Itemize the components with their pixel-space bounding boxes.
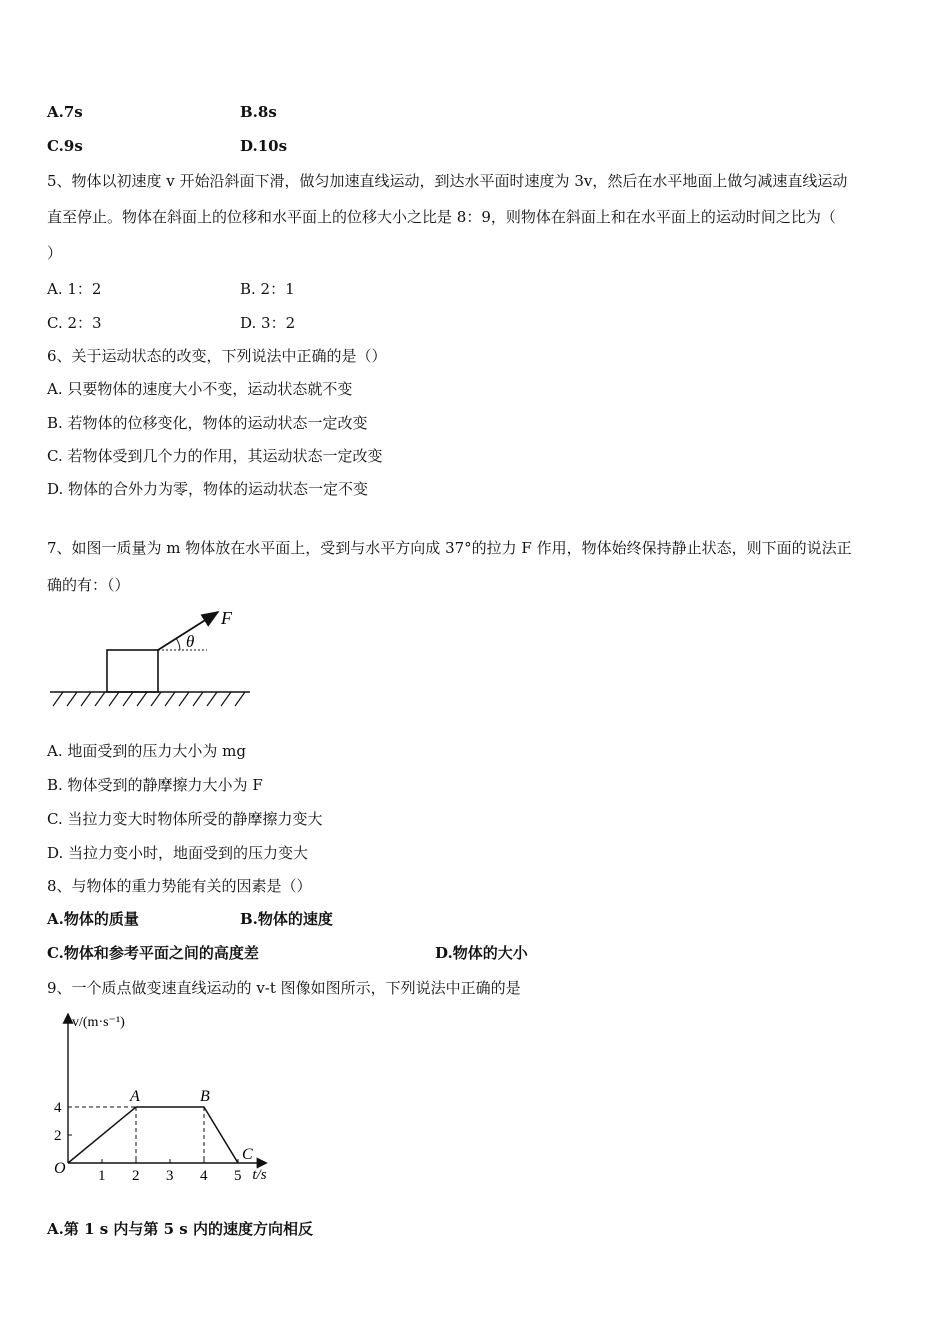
- q8-stem: 8、与物体的重力势能有关的因素是（）: [47, 877, 312, 895]
- q4-option-a: A.7s: [47, 103, 83, 121]
- q7-option-b: B. 物体受到的静摩擦力大小为 F: [47, 776, 263, 794]
- block: [107, 650, 158, 692]
- q7-stem-line1: 7、如图一质量为 m 物体放在水平面上，受到与水平方向成 37°的拉力 F 作用，物体始终保持静止状态，则下面的说法正: [47, 539, 852, 557]
- q5-option-b: B. 2：1: [240, 280, 295, 298]
- q5-stem-line1: 5、物体以初速度 v 开始沿斜面下滑，做匀加速直线运动，到达水平面时速度为 3v，然后在水平地面上做匀减速直线运动: [47, 172, 848, 190]
- q7-option-d: D. 当拉力变小时，地面受到的压力变大: [47, 844, 309, 862]
- x-axis-label: t/s: [252, 1167, 267, 1183]
- q8-option-a: A.物体的质量: [47, 910, 139, 928]
- q8-option-b: B.物体的速度: [240, 910, 333, 928]
- q7-option-c: C. 当拉力变大时物体所受的静摩擦力变大: [47, 810, 323, 828]
- q7-force-diagram: [45, 602, 260, 717]
- angle-label: θ: [186, 632, 195, 651]
- q5-option-d: D. 3：2: [240, 314, 296, 332]
- q6-option-d: D. 物体的合外力为零，物体的运动状态一定不变: [47, 480, 369, 498]
- q8-option-c: C.物体和参考平面之间的高度差: [47, 944, 259, 962]
- y-tick-label: 2: [54, 1128, 62, 1144]
- velocity-line: [68, 1107, 238, 1163]
- q8-option-d: D.物体的大小: [435, 944, 528, 962]
- x-tick-label: 4: [200, 1168, 208, 1184]
- point-label: B: [200, 1088, 210, 1105]
- q4-option-c: C.9s: [47, 137, 83, 155]
- q5-stem-line2: 直至停止。物体在斜面上的位移和水平面上的位移大小之比是 8：9，则物体在斜面上和在水平面上的运动时间之比为（: [47, 208, 836, 226]
- q7-stem-line2: 确的有：（）: [47, 576, 130, 594]
- q6-option-b: B. 若物体的位移变化，物体的运动状态一定改变: [47, 414, 368, 432]
- point-label: C: [242, 1146, 253, 1163]
- q6-option-a: A. 只要物体的速度大小不变，运动状态就不变: [47, 380, 353, 398]
- q4-option-d: D.10s: [240, 137, 288, 155]
- force-label: F: [221, 608, 232, 628]
- q5-stem-line3: ）: [47, 244, 63, 262]
- ground-hatching: [53, 692, 245, 706]
- q6-stem: 6、关于运动状态的改变，下列说法中正确的是（）: [47, 347, 387, 365]
- x-tick-label: 5: [234, 1168, 242, 1184]
- point-label: A: [130, 1088, 140, 1105]
- x-tick-label: 3: [166, 1168, 174, 1184]
- q5-option-c: C. 2：3: [47, 314, 102, 332]
- q5-option-a: A. 1：2: [47, 280, 102, 298]
- q4-option-b: B.8s: [240, 103, 277, 121]
- q9-option-a: A.第 1 s 内与第 5 s 内的速度方向相反: [47, 1220, 313, 1238]
- q7-option-a: A. 地面受到的压力大小为 mg: [47, 742, 246, 760]
- y-tick-label: 4: [54, 1100, 62, 1116]
- x-tick-label: 1: [98, 1168, 106, 1184]
- q6-option-c: C. 若物体受到几个力的作用，其运动状态一定改变: [47, 447, 383, 465]
- y-axis-label: v/(m·s⁻¹): [72, 1015, 125, 1030]
- vt-chart: [40, 1008, 300, 1193]
- angle-arc: [176, 638, 180, 650]
- q9-stem: 9、一个质点做变速直线运动的 v-t 图像如图所示，下列说法中正确的是: [47, 979, 521, 997]
- origin-label: O: [54, 1160, 66, 1177]
- x-tick-label: 2: [132, 1168, 140, 1184]
